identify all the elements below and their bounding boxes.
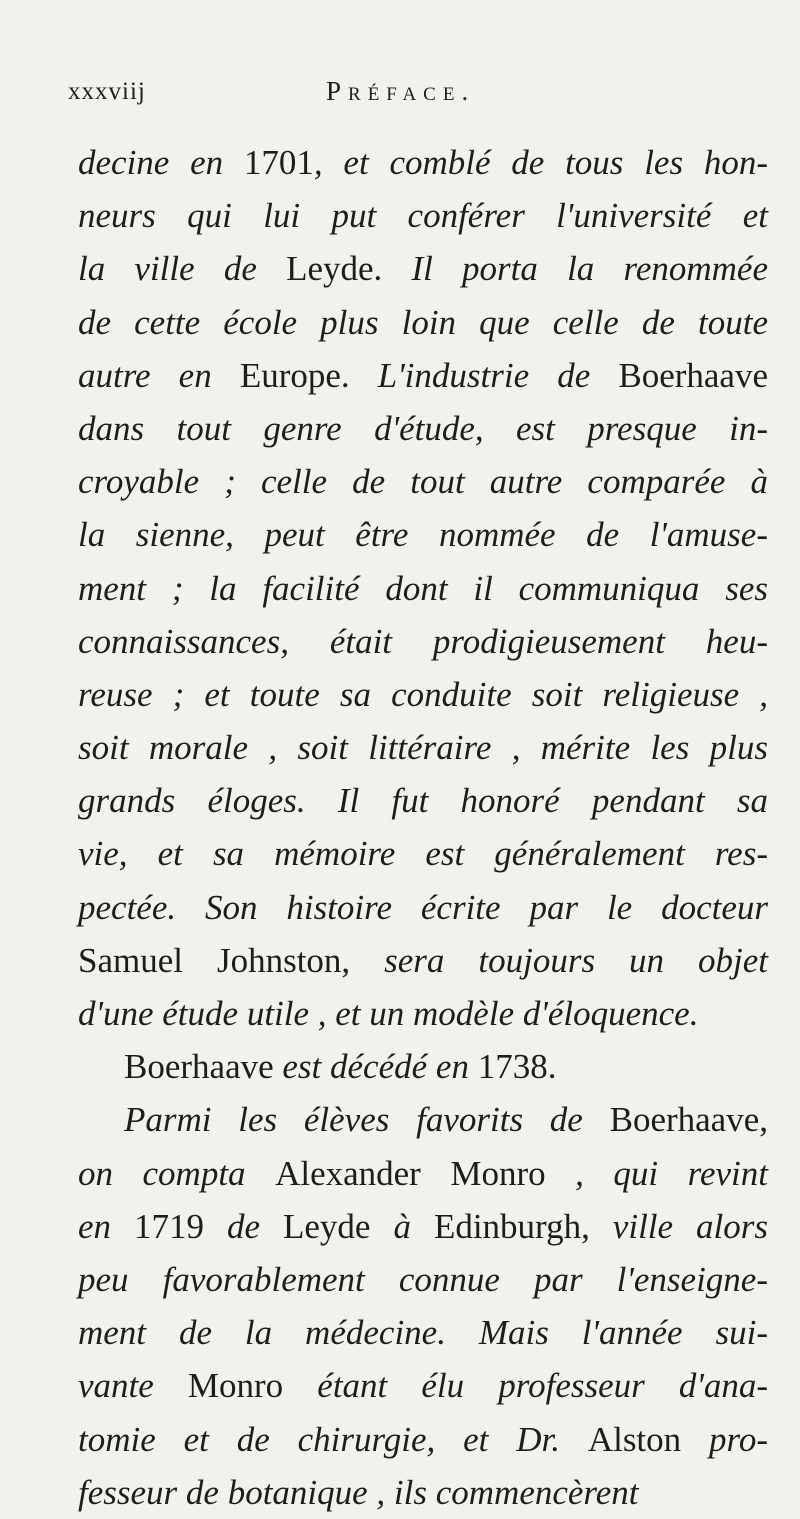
text-line [78,349,768,402]
roman-text: 1738. [477,1047,557,1087]
text-line [78,934,768,987]
page-number: xxxviij [68,78,146,105]
italic-text: Parmi les élèves favorits de [124,1100,610,1140]
text-line [78,668,768,721]
text-line [78,1253,768,1306]
roman-text: Monro [187,1366,284,1406]
italic-text: decine en [78,143,244,182]
italic-text: soit morale , soit littéraire , mérite les plus [78,728,768,768]
italic-text: sera toujours un objet [350,940,768,980]
italic-text: fesseur de botanique , ils commencèrent [78,1472,639,1512]
italic-text: de cette école plus loin que celle de toute [78,302,768,342]
italic-text: ville alors [589,1206,768,1246]
roman-text: Leyde. [286,249,383,289]
italic-text: reuse ; et toute sa conduite soit religieuse , [78,674,768,714]
italic-text: à [370,1206,434,1246]
text-line [78,987,768,1040]
text-line [78,1306,768,1359]
italic-text: grands éloges. Il fut honoré pendant sa [78,781,768,821]
italic-text: pectée. Son histoire écrite par le docteur [78,887,768,927]
italic-text: vie, et sa mémoire est généralement res- [78,834,768,874]
running-head [68,78,688,118]
text-line [78,562,768,615]
italic-text: vante [78,1366,188,1406]
text-line [78,1093,768,1146]
text-line [78,296,768,349]
italic-text: peu favorablement connue par l'enseigne- [78,1259,768,1299]
italic-text: étant élu professeur d'ana- [283,1366,768,1406]
italic-text: connaissances, était prodigieusement heu- [78,621,768,661]
italic-text: neurs qui lui put conférer l'université et [78,196,768,236]
text-line [78,827,768,880]
text-line [78,136,768,189]
italic-text: tomie et de chirurgie, et Dr. [78,1419,588,1459]
italic-text: , et comblé de tous les hon- [313,143,768,182]
italic-text: ment de la médecine. Mais l'année sui- [78,1313,768,1353]
text-line [78,1413,768,1466]
text-line [78,242,768,295]
italic-text: pro- [681,1419,768,1459]
italic-text: ment ; la facilité dont il communiqua ses [78,568,768,608]
italic-text: autre en [78,355,240,395]
roman-text: Boerhaave, [609,1100,768,1140]
text-line [78,1359,768,1412]
text-line [78,508,768,561]
text-line [78,721,768,774]
roman-text: Europe. [239,355,350,395]
text-line [78,1466,768,1519]
italic-text: d'une étude utile , et un modèle d'éloquence. [78,994,699,1033]
roman-text: Boerhaave [618,355,768,395]
italic-text: la sienne, peut être nommée de l'amuse- [78,515,768,555]
roman-text: Samuel Johnston, [78,940,351,980]
italic-text: est décédé en [273,1047,478,1087]
running-title: Préface. [326,76,476,106]
italic-text: Il porta la renommée [382,249,768,289]
roman-text: Edinburgh, [433,1206,590,1246]
text-line [78,615,768,668]
text-line [78,774,768,827]
text-line [78,1147,768,1200]
italic-text: croyable ; celle de tout autre comparée à [78,462,768,502]
italic-text: on compta [78,1153,276,1193]
roman-text: 1719 [134,1206,205,1246]
text-line [78,1200,768,1253]
text-line [78,402,768,455]
body-text [78,136,768,1519]
text-line [78,455,768,508]
roman-text: Alexander Monro [275,1153,546,1193]
roman-text: Alston [587,1419,682,1459]
italic-text: en [78,1206,135,1246]
italic-text: , qui revint [545,1153,768,1193]
text-line [78,881,768,934]
text-line [78,1040,768,1093]
italic-text: de [204,1206,284,1246]
roman-text: Boerhaave [124,1047,274,1087]
italic-text: dans tout genre d'étude, est presque in- [78,408,768,448]
roman-text: 1701 [243,143,314,182]
italic-text: la ville de [78,249,287,289]
roman-text: Leyde [283,1206,371,1246]
italic-text: L'industrie de [349,355,619,395]
text-line [78,189,768,242]
